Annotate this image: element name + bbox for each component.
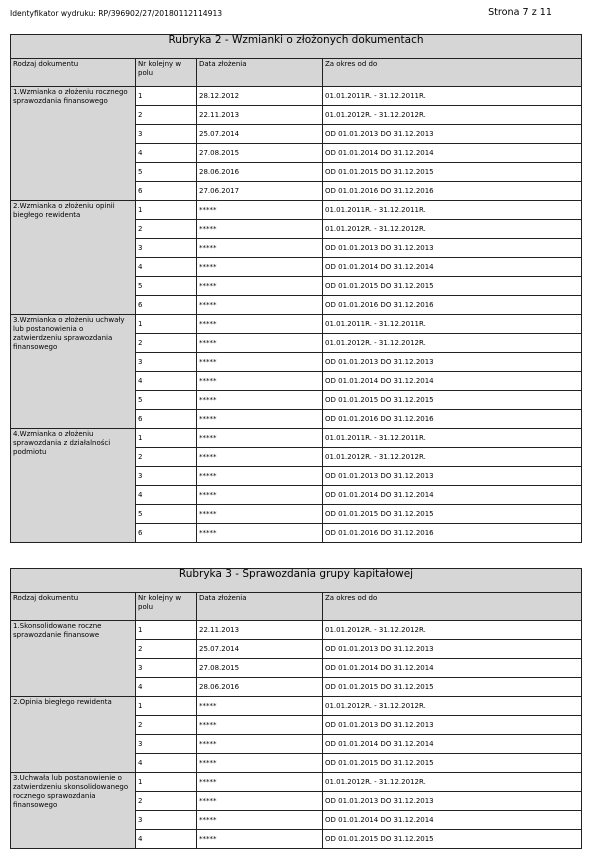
period-cell: OD 01.01.2014 DO 31.12.2014 <box>323 735 582 754</box>
document-type-label: 1.Skonsolidowane roczne sprawozdanie finansowe <box>11 621 136 697</box>
period-cell: OD 01.01.2014 DO 31.12.2014 <box>323 372 582 391</box>
sequence-number-cell: 3 <box>136 735 197 754</box>
col-header-filing-date: Data złożenia <box>197 593 323 621</box>
table-row <box>11 697 582 716</box>
document-type-label: 3.Uchwała lub postanowienie o zatwierdzeniu skonsolidowanego rocznego sprawozdania finansowego <box>11 773 136 849</box>
sequence-number-cell: 6 <box>136 296 197 315</box>
period-cell: OD 01.01.2014 DO 31.12.2014 <box>323 659 582 678</box>
period-cell: 01.01.2011R. - 31.12.2011R. <box>323 87 582 106</box>
period-cell: OD 01.01.2016 DO 31.12.2016 <box>323 524 582 543</box>
period-cell: OD 01.01.2015 DO 31.12.2015 <box>323 830 582 849</box>
period-cell: OD 01.01.2013 DO 31.12.2013 <box>323 353 582 372</box>
period-cell: 01.01.2012R. - 31.12.2012R. <box>323 697 582 716</box>
filing-date-cell: ***** <box>197 811 323 830</box>
col-header-document-type: Rodzaj dokumentu <box>11 593 136 621</box>
section-title-row <box>11 569 582 593</box>
col-header-document-type: Rodzaj dokumentu <box>11 59 136 87</box>
sequence-number-cell: 4 <box>136 830 197 849</box>
sequence-number-cell: 2 <box>136 220 197 239</box>
filing-date-cell: ***** <box>197 296 323 315</box>
filing-date-cell: ***** <box>197 410 323 429</box>
filing-date-cell: ***** <box>197 258 323 277</box>
period-cell: 01.01.2012R. - 31.12.2012R. <box>323 334 582 353</box>
document-type-label: 2.Wzmianka o złożeniu opinii biegłego rewidenta <box>11 201 136 315</box>
sequence-number-cell: 3 <box>136 125 197 144</box>
period-cell: OD 01.01.2015 DO 31.12.2015 <box>323 505 582 524</box>
page-header <box>10 6 552 22</box>
period-cell: 01.01.2011R. - 31.12.2011R. <box>323 315 582 334</box>
period-cell: 01.01.2012R. - 31.12.2012R. <box>323 621 582 640</box>
section-table-rubryka-3 <box>10 568 582 849</box>
filing-date-cell: 25.07.2014 <box>197 640 323 659</box>
filing-date-cell: ***** <box>197 524 323 543</box>
period-cell: OD 01.01.2015 DO 31.12.2015 <box>323 163 582 182</box>
period-cell: 01.01.2011R. - 31.12.2011R. <box>323 429 582 448</box>
col-header-filing-date: Data złożenia <box>197 59 323 87</box>
sequence-number-cell: 3 <box>136 811 197 830</box>
filing-date-cell: 28.12.2012 <box>197 87 323 106</box>
period-cell: 01.01.2012R. - 31.12.2012R. <box>323 106 582 125</box>
col-header-sequence-number: Nr kolejny w polu <box>136 59 197 87</box>
sequence-number-cell: 4 <box>136 258 197 277</box>
sequence-number-cell: 2 <box>136 334 197 353</box>
document-type-label: 1.Wzmianka o złożeniu rocznego sprawozdania finansowego <box>11 87 136 201</box>
filing-date-cell: ***** <box>197 448 323 467</box>
filing-date-cell: ***** <box>197 467 323 486</box>
sequence-number-cell: 6 <box>136 524 197 543</box>
period-cell: OD 01.01.2013 DO 31.12.2013 <box>323 792 582 811</box>
filing-date-cell: ***** <box>197 792 323 811</box>
filing-date-cell: ***** <box>197 353 323 372</box>
sequence-number-cell: 2 <box>136 640 197 659</box>
sequence-number-cell: 4 <box>136 486 197 505</box>
sequence-number-cell: 4 <box>136 372 197 391</box>
filing-date-cell: ***** <box>197 429 323 448</box>
period-cell: 01.01.2011R. - 31.12.2011R. <box>323 201 582 220</box>
table-row <box>11 315 582 334</box>
period-cell: OD 01.01.2013 DO 31.12.2013 <box>323 640 582 659</box>
sequence-number-cell: 4 <box>136 754 197 773</box>
sequence-number-cell: 1 <box>136 697 197 716</box>
document-type-label: 2.Opinia biegłego rewidenta <box>11 697 136 773</box>
filing-date-cell: 28.06.2016 <box>197 163 323 182</box>
filing-date-cell: ***** <box>197 201 323 220</box>
period-cell: OD 01.01.2016 DO 31.12.2016 <box>323 410 582 429</box>
sequence-number-cell: 1 <box>136 429 197 448</box>
period-cell: 01.01.2012R. - 31.12.2012R. <box>323 220 582 239</box>
sequence-number-cell: 5 <box>136 391 197 410</box>
filing-date-cell: ***** <box>197 773 323 792</box>
period-cell: OD 01.01.2016 DO 31.12.2016 <box>323 296 582 315</box>
sequence-number-cell: 3 <box>136 353 197 372</box>
filing-date-cell: ***** <box>197 697 323 716</box>
period-cell: OD 01.01.2013 DO 31.12.2013 <box>323 125 582 144</box>
filing-date-cell: 22.11.2013 <box>197 621 323 640</box>
filing-date-cell: ***** <box>197 220 323 239</box>
section-title: Rubryka 2 - Wzmianki o złożonych dokumentach <box>11 35 582 59</box>
filing-date-cell: ***** <box>197 315 323 334</box>
filing-date-cell: 28.06.2016 <box>197 678 323 697</box>
filing-date-cell: ***** <box>197 716 323 735</box>
section-title-row <box>11 35 582 59</box>
sequence-number-cell: 4 <box>136 144 197 163</box>
sequence-number-cell: 5 <box>136 163 197 182</box>
filing-date-cell: ***** <box>197 830 323 849</box>
section-title: Rubryka 3 - Sprawozdania grupy kapitałowej <box>11 569 582 593</box>
filing-date-cell: ***** <box>197 239 323 258</box>
sequence-number-cell: 1 <box>136 773 197 792</box>
filing-date-cell: 25.07.2014 <box>197 125 323 144</box>
sequence-number-cell: 5 <box>136 277 197 296</box>
document-type-label: 3.Wzmianka o złożeniu uchwały lub postanowienia o zatwierdzeniu sprawozdania finansowego <box>11 315 136 429</box>
period-cell: OD 01.01.2015 DO 31.12.2015 <box>323 678 582 697</box>
filing-date-cell: 27.08.2015 <box>197 144 323 163</box>
period-cell: OD 01.01.2014 DO 31.12.2014 <box>323 811 582 830</box>
table-row <box>11 429 582 448</box>
period-cell: OD 01.01.2015 DO 31.12.2015 <box>323 277 582 296</box>
sequence-number-cell: 1 <box>136 315 197 334</box>
sequence-number-cell: 3 <box>136 467 197 486</box>
sequence-number-cell: 2 <box>136 106 197 125</box>
filing-date-cell: ***** <box>197 372 323 391</box>
filing-date-cell: 22.11.2013 <box>197 106 323 125</box>
period-cell: 01.01.2012R. - 31.12.2012R. <box>323 448 582 467</box>
period-cell: OD 01.01.2014 DO 31.12.2014 <box>323 486 582 505</box>
filing-date-cell: ***** <box>197 505 323 524</box>
filing-date-cell: ***** <box>197 754 323 773</box>
sequence-number-cell: 5 <box>136 505 197 524</box>
sequence-number-cell: 3 <box>136 659 197 678</box>
page-number: Strona 7 z 11 <box>488 7 552 18</box>
table-row <box>11 87 582 106</box>
print-identifier: Identyfikator wydruku: RP/396902/27/20180112114913 <box>10 9 223 18</box>
filing-date-cell: ***** <box>197 334 323 353</box>
filing-date-cell: ***** <box>197 735 323 754</box>
filing-date-cell: ***** <box>197 277 323 296</box>
col-header-sequence-number: Nr kolejny w polu <box>136 593 197 621</box>
period-cell: OD 01.01.2016 DO 31.12.2016 <box>323 182 582 201</box>
col-header-period: Za okres od do <box>323 59 582 87</box>
sequence-number-cell: 6 <box>136 182 197 201</box>
sequence-number-cell: 1 <box>136 87 197 106</box>
sequence-number-cell: 1 <box>136 201 197 220</box>
table-row <box>11 201 582 220</box>
period-cell: OD 01.01.2015 DO 31.12.2015 <box>323 391 582 410</box>
table-row <box>11 773 582 792</box>
column-header-row <box>11 59 582 87</box>
filing-date-cell: ***** <box>197 391 323 410</box>
column-header-row <box>11 593 582 621</box>
period-cell: 01.01.2012R. - 31.12.2012R. <box>323 773 582 792</box>
sequence-number-cell: 2 <box>136 792 197 811</box>
sequence-number-cell: 6 <box>136 410 197 429</box>
period-cell: OD 01.01.2014 DO 31.12.2014 <box>323 258 582 277</box>
sequence-number-cell: 3 <box>136 239 197 258</box>
period-cell: OD 01.01.2013 DO 31.12.2013 <box>323 239 582 258</box>
document-type-label: 4.Wzmianka o złożeniu sprawozdania z działalności podmiotu <box>11 429 136 543</box>
period-cell: OD 01.01.2013 DO 31.12.2013 <box>323 467 582 486</box>
col-header-period: Za okres od do <box>323 593 582 621</box>
sequence-number-cell: 4 <box>136 678 197 697</box>
sequence-number-cell: 2 <box>136 448 197 467</box>
sequence-number-cell: 1 <box>136 621 197 640</box>
period-cell: OD 01.01.2013 DO 31.12.2013 <box>323 716 582 735</box>
period-cell: OD 01.01.2014 DO 31.12.2014 <box>323 144 582 163</box>
sequence-number-cell: 2 <box>136 716 197 735</box>
filing-date-cell: ***** <box>197 486 323 505</box>
period-cell: OD 01.01.2015 DO 31.12.2015 <box>323 754 582 773</box>
section-table-rubryka-2 <box>10 34 582 543</box>
filing-date-cell: 27.06.2017 <box>197 182 323 201</box>
filing-date-cell: 27.08.2015 <box>197 659 323 678</box>
table-row <box>11 621 582 640</box>
